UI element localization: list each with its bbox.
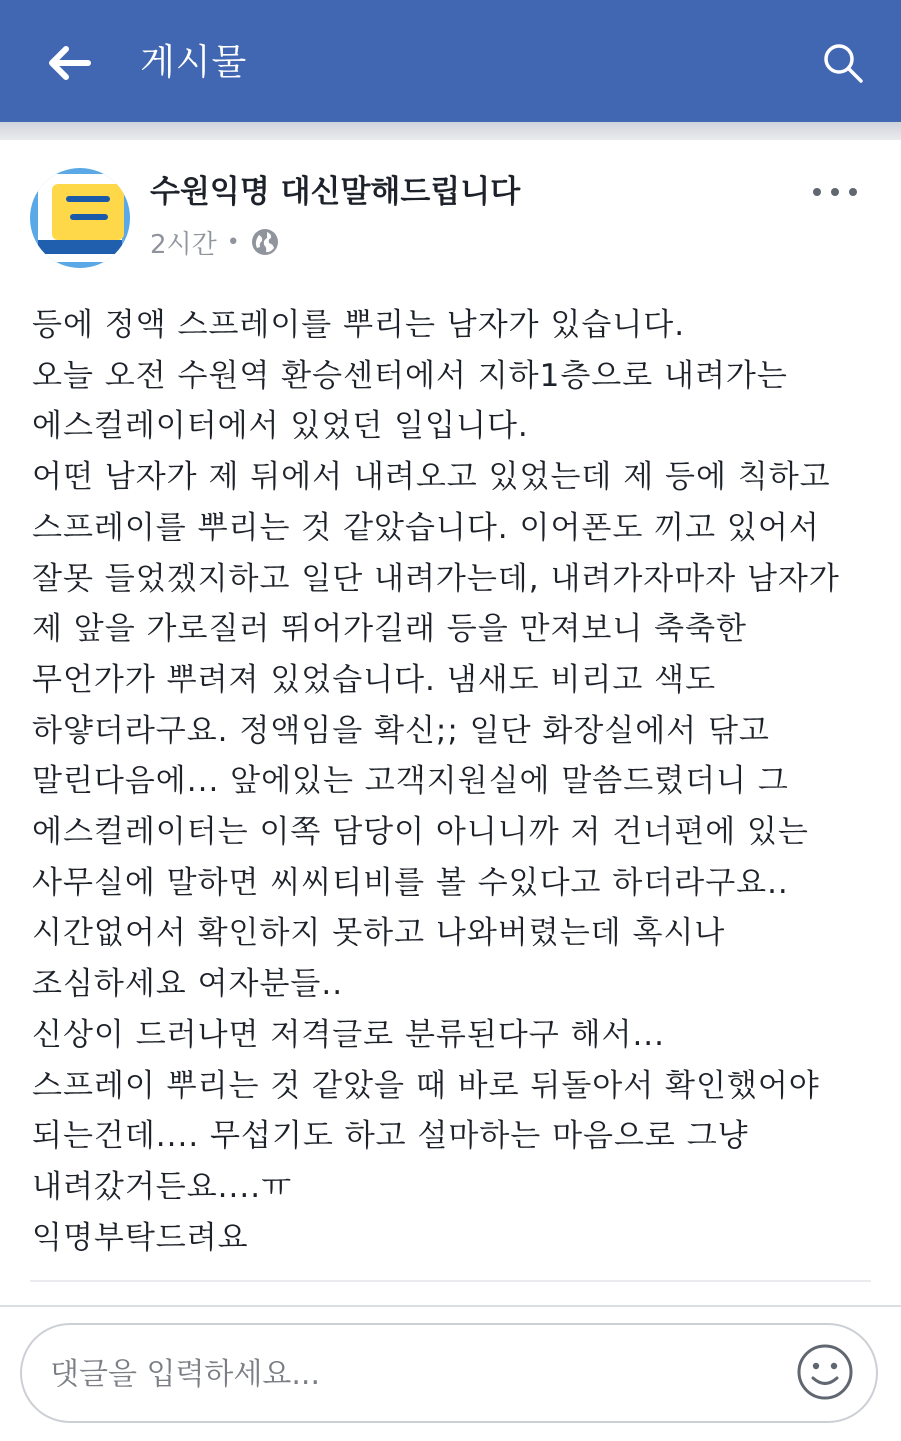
- post-body-line: 어떤 남자가 제 뒤에서 내려오고 있었는데 제 등에 칙하고: [32, 459, 831, 496]
- avatar-logo-mark: [66, 196, 110, 202]
- post-body: [32, 300, 877, 1263]
- post-meta: [150, 224, 280, 260]
- post-body-line: 조심하세요 여자분들..: [32, 966, 344, 1003]
- emoji-button[interactable]: [796, 1343, 854, 1401]
- globe-icon: [250, 227, 280, 257]
- post-body-line: 오늘 오전 수원역 환승센터에서 지하1층으로 내려가는: [32, 357, 788, 394]
- meta-separator: •: [226, 229, 240, 255]
- comment-bar: [0, 1305, 901, 1441]
- post-body-line: 하얗더라구요. 정액임을 확신;; 일단 화장실에서 닦고: [32, 712, 770, 749]
- post-body-line: 익명부탁드려요: [32, 1219, 249, 1256]
- back-arrow-icon: [46, 45, 92, 81]
- search-icon: [821, 41, 865, 85]
- top-app-bar: [0, 0, 901, 122]
- post-divider: [30, 1280, 871, 1282]
- smiley-icon: [796, 1343, 854, 1401]
- avatar-badge: [52, 184, 124, 240]
- post-body-line: 신상이 드러나면 저격글로 분류된다구 해서...: [32, 1016, 666, 1053]
- post-time[interactable]: 2시간: [150, 229, 217, 260]
- post-body-line: 에스컬레이터는 이쪽 담당이 아니니까 저 건너편에 있는: [32, 814, 809, 851]
- post-body-line: 잘못 들었겠지하고 일단 내려가는데, 내려가자마자 남자가: [32, 560, 840, 597]
- more-options-button[interactable]: [813, 180, 857, 204]
- post-card: [0, 140, 901, 1305]
- post-body-line: 사무실에 말하면 씨씨티비를 볼 수있다고 하더라구요..: [32, 864, 789, 901]
- post-body-line: 되는건데.... 무섭기도 하고 설마하는 마음으로 그냥: [32, 1118, 749, 1155]
- post-body-line: 스프레이를 뿌리는 것 같았습니다. 이어폰도 끼고 있어서: [32, 509, 820, 546]
- back-button[interactable]: [38, 36, 100, 90]
- post-body-line: 무언가가 뿌려져 있었습니다. 냄새도 비리고 색도: [32, 661, 717, 698]
- post-body-line: 시간없어서 확인하지 못하고 나와버렸는데 혹시나: [32, 915, 726, 952]
- avatar-logo-mark: [70, 214, 108, 220]
- page-title: 게시물: [140, 42, 248, 83]
- comment-box[interactable]: [20, 1323, 878, 1423]
- search-button[interactable]: [815, 36, 871, 90]
- avatar[interactable]: [30, 168, 130, 268]
- post-body-line: 내려갔거든요....ㅠ: [32, 1168, 293, 1205]
- comment-input[interactable]: [48, 1325, 772, 1423]
- more-dots-icon: [849, 188, 857, 196]
- post-body-line: 등에 정액 스프레이를 뿌리는 남자가 있습니다.: [32, 307, 686, 343]
- post-body-line: 말린다음에... 앞에있는 고객지원실에 말씀드렸더니 그: [32, 763, 789, 800]
- header-shadow: [0, 122, 901, 140]
- avatar-caption-strip: [38, 240, 122, 254]
- more-dots-icon: [813, 188, 821, 196]
- post-body-line: 스프레이 뿌리는 것 같았을 때 바로 뒤돌아서 확인했어야: [32, 1067, 820, 1104]
- post-author[interactable]: 수원익명 대신말해드립니다: [150, 174, 521, 210]
- post-body-line: 제 앞을 가로질러 뛰어가길래 등을 만져보니 축축한: [32, 611, 747, 648]
- post-body-line: 에스컬레이터에서 있었던 일입니다.: [32, 408, 529, 445]
- more-dots-icon: [831, 188, 839, 196]
